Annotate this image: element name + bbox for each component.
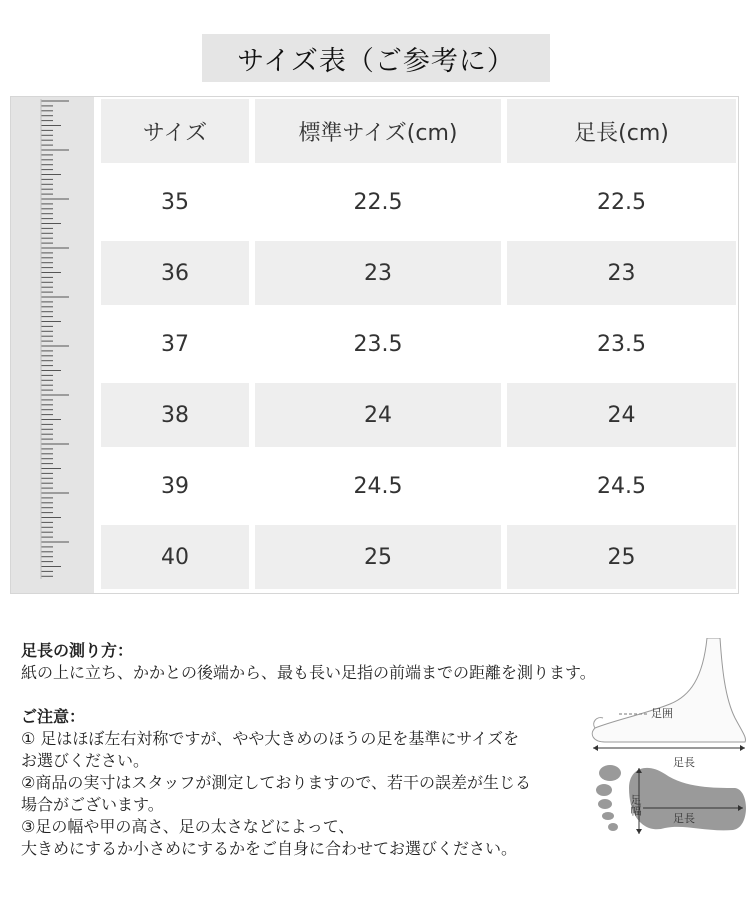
cell-standard-size: 25 [255, 525, 501, 589]
cell-foot-length: 24.5 [597, 473, 646, 499]
table-header-row [101, 99, 736, 163]
page-title: サイズ表（ご参考に） [202, 34, 550, 82]
cell-foot-length: 24 [507, 383, 736, 447]
cell-size: 36 [101, 241, 249, 305]
cell-standard-size: 23.5 [353, 331, 403, 357]
size-grid [101, 99, 736, 591]
cell-size: 37 [161, 331, 189, 357]
notes-section [21, 640, 661, 860]
cell-foot-length: 25 [507, 525, 736, 589]
note-line: ②商品の実寸はスタッフが測定しておりますので、若干の誤差が生じる [21, 773, 532, 792]
cell-size: 39 [161, 473, 189, 499]
cell-size: 38 [101, 383, 249, 447]
note-line: ① 足はほぼ左右対称ですが、やや大きめのほうの足を基準にサイズを [21, 729, 520, 748]
header-standard-size: 標準サイズ(cm) [255, 99, 501, 163]
sole-length-label: 足長 [673, 812, 695, 825]
cell-standard-size: 24 [255, 383, 501, 447]
table-row [101, 525, 736, 589]
foot-diagram [585, 638, 750, 848]
cell-size: 35 [161, 189, 189, 215]
cell-standard-size: 22.5 [353, 189, 403, 215]
cell-standard-size: 24.5 [353, 473, 403, 499]
header-size: サイズ [101, 99, 249, 163]
table-row [101, 312, 736, 376]
length-label: 足長 [673, 756, 695, 769]
note-line: ③足の幅や甲の高さ、足の太さなどによって、 [21, 817, 355, 836]
table-row [101, 241, 736, 305]
foot-illustration-icon [585, 638, 750, 848]
cell-foot-length: 23.5 [597, 331, 646, 357]
measure-heading: 足長の測り方： [21, 641, 134, 660]
ruler-icon [11, 97, 94, 593]
cell-foot-length: 22.5 [597, 189, 646, 215]
width-label: 足幅 [629, 794, 642, 816]
measure-text: 紙の上に立ち、かかとの後端から、最も長い足指の前端までの距離を測ります。 [21, 663, 596, 682]
header-foot-length: 足長(cm) [507, 99, 736, 163]
table-row [101, 383, 736, 447]
note-line: 大きめにするか小さめにするかをご自身に合わせてお選びください。 [21, 839, 518, 858]
size-table [10, 96, 739, 594]
cell-size: 40 [101, 525, 249, 589]
note-line: 場合がございます。 [21, 795, 164, 814]
cell-foot-length: 23 [507, 241, 736, 305]
table-row [101, 170, 736, 234]
ruler-decoration [11, 97, 94, 593]
girth-label: 足囲 [651, 707, 673, 720]
table-row [101, 454, 736, 518]
notes-heading: ご注意： [21, 707, 86, 726]
cell-standard-size: 23 [255, 241, 501, 305]
note-line: お選びください。 [21, 751, 150, 770]
